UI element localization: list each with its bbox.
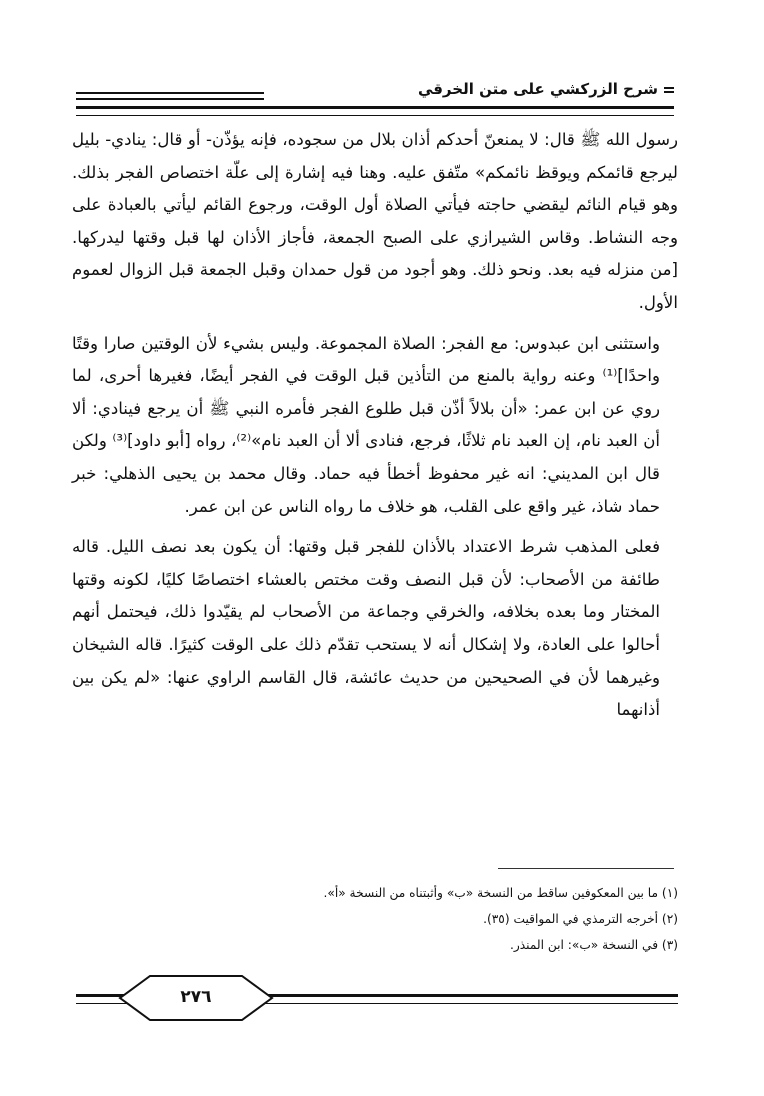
main-text xyxy=(72,124,678,735)
running-header xyxy=(76,76,674,116)
running-header-title: شرح الزركشي على متن الخرقي xyxy=(418,80,674,98)
footnote: (٢) أخرجه الترمذي في المواقيت (٣٥). xyxy=(483,912,678,926)
header-divider xyxy=(76,106,674,116)
page-number: ٢٧٦ xyxy=(180,987,212,1007)
paragraph: فعلى المذهب شرط الاعتداد بالأذان للفجر قبل وقتها: أن يكون بعد نصف الليل. قاله طائفة من الأصحاب: لأن قبل النصف وقت مختص بالعشاء اختصاصًا كليًا، لكونه وقتها المختار وما بعده بخلافه، والخرقي وجماعة من الأصحاب لم يقيّدوا ذلك، فيحتمل أنهم أحالوا على العادة، ولا إشكال أنه لا يستحب تقدّم ذلك على الوقت كثيرًا. قاله الشيخان وغيرهما لأن في الصحيحين من حديث عائشة، قال القاسم الراوي عنها: «لم يكن بين أذانهما xyxy=(72,537,660,720)
paragraph: رسول الله ﷺ قال: لا يمنعنّ أحدكم أذان بلال من سجوده، فإنه يؤذّن- أو قال: ينادي- بليل ليرجع قائمكم ويوقظ نائمكم» متّفق عليه. وهنا فيه إشارة إلى علّة اختصاص الفجر بذلك. وهو قيام النائم ليقضي حاجته فيأتي الصلاة أول الوقت، ورجوع القائم ليأتي بالعبادة على وجه النشاط. وقاس الشيرازي على الصبح الجمعة، فأجاز الأذان لها قبل وقتها ليدركها. [من منزله فيه بعد. ونحو ذلك. وهو أجود من قول حمدان وقبل الجمعة قبل الزوال لعموم الأول. xyxy=(72,130,678,312)
paragraph: واستثنى ابن عبدوس: مع الفجر: الصلاة المجموعة. وليس بشيء لأن الوقتين صارا وقتًا واحدًا]⁽¹⁾ وعنه رواية بالمنع من التأذين قبل الوقت في الفجر أيضًا، فغيرها أحرى، لما روي عن ابن عمر: «أن بلالاً أذّن قبل طلوع الفجر فأمره النبي ﷺ أن يرجع فينادي: ألا أن العبد نام، إن العبد نام ثلاثًا، فرجع، فنادى ألا أن العبد نام»⁽²⁾، رواه [أبو داود]⁽³⁾ ولكن قال ابن المديني: انه غير محفوظ أخطأ فيه حماد. وقال محمد بن يحيى الذهلي: خبر حماد شاذ، غير واقع على القلب، هو خلاف ما رواه الناس عن ابن عمر. xyxy=(72,333,660,516)
header-ornament-rule xyxy=(76,92,264,100)
footnote: (١) ما بين المعكوفين ساقط من النسخة «ب» وأثبتناه من النسخة «أ». xyxy=(323,886,678,900)
footnote: (٣) في النسخة «ب»: ابن المنذر. xyxy=(509,938,678,952)
footnotes xyxy=(90,880,678,958)
footnote-separator xyxy=(498,868,674,869)
page-number-footer xyxy=(76,972,678,1024)
